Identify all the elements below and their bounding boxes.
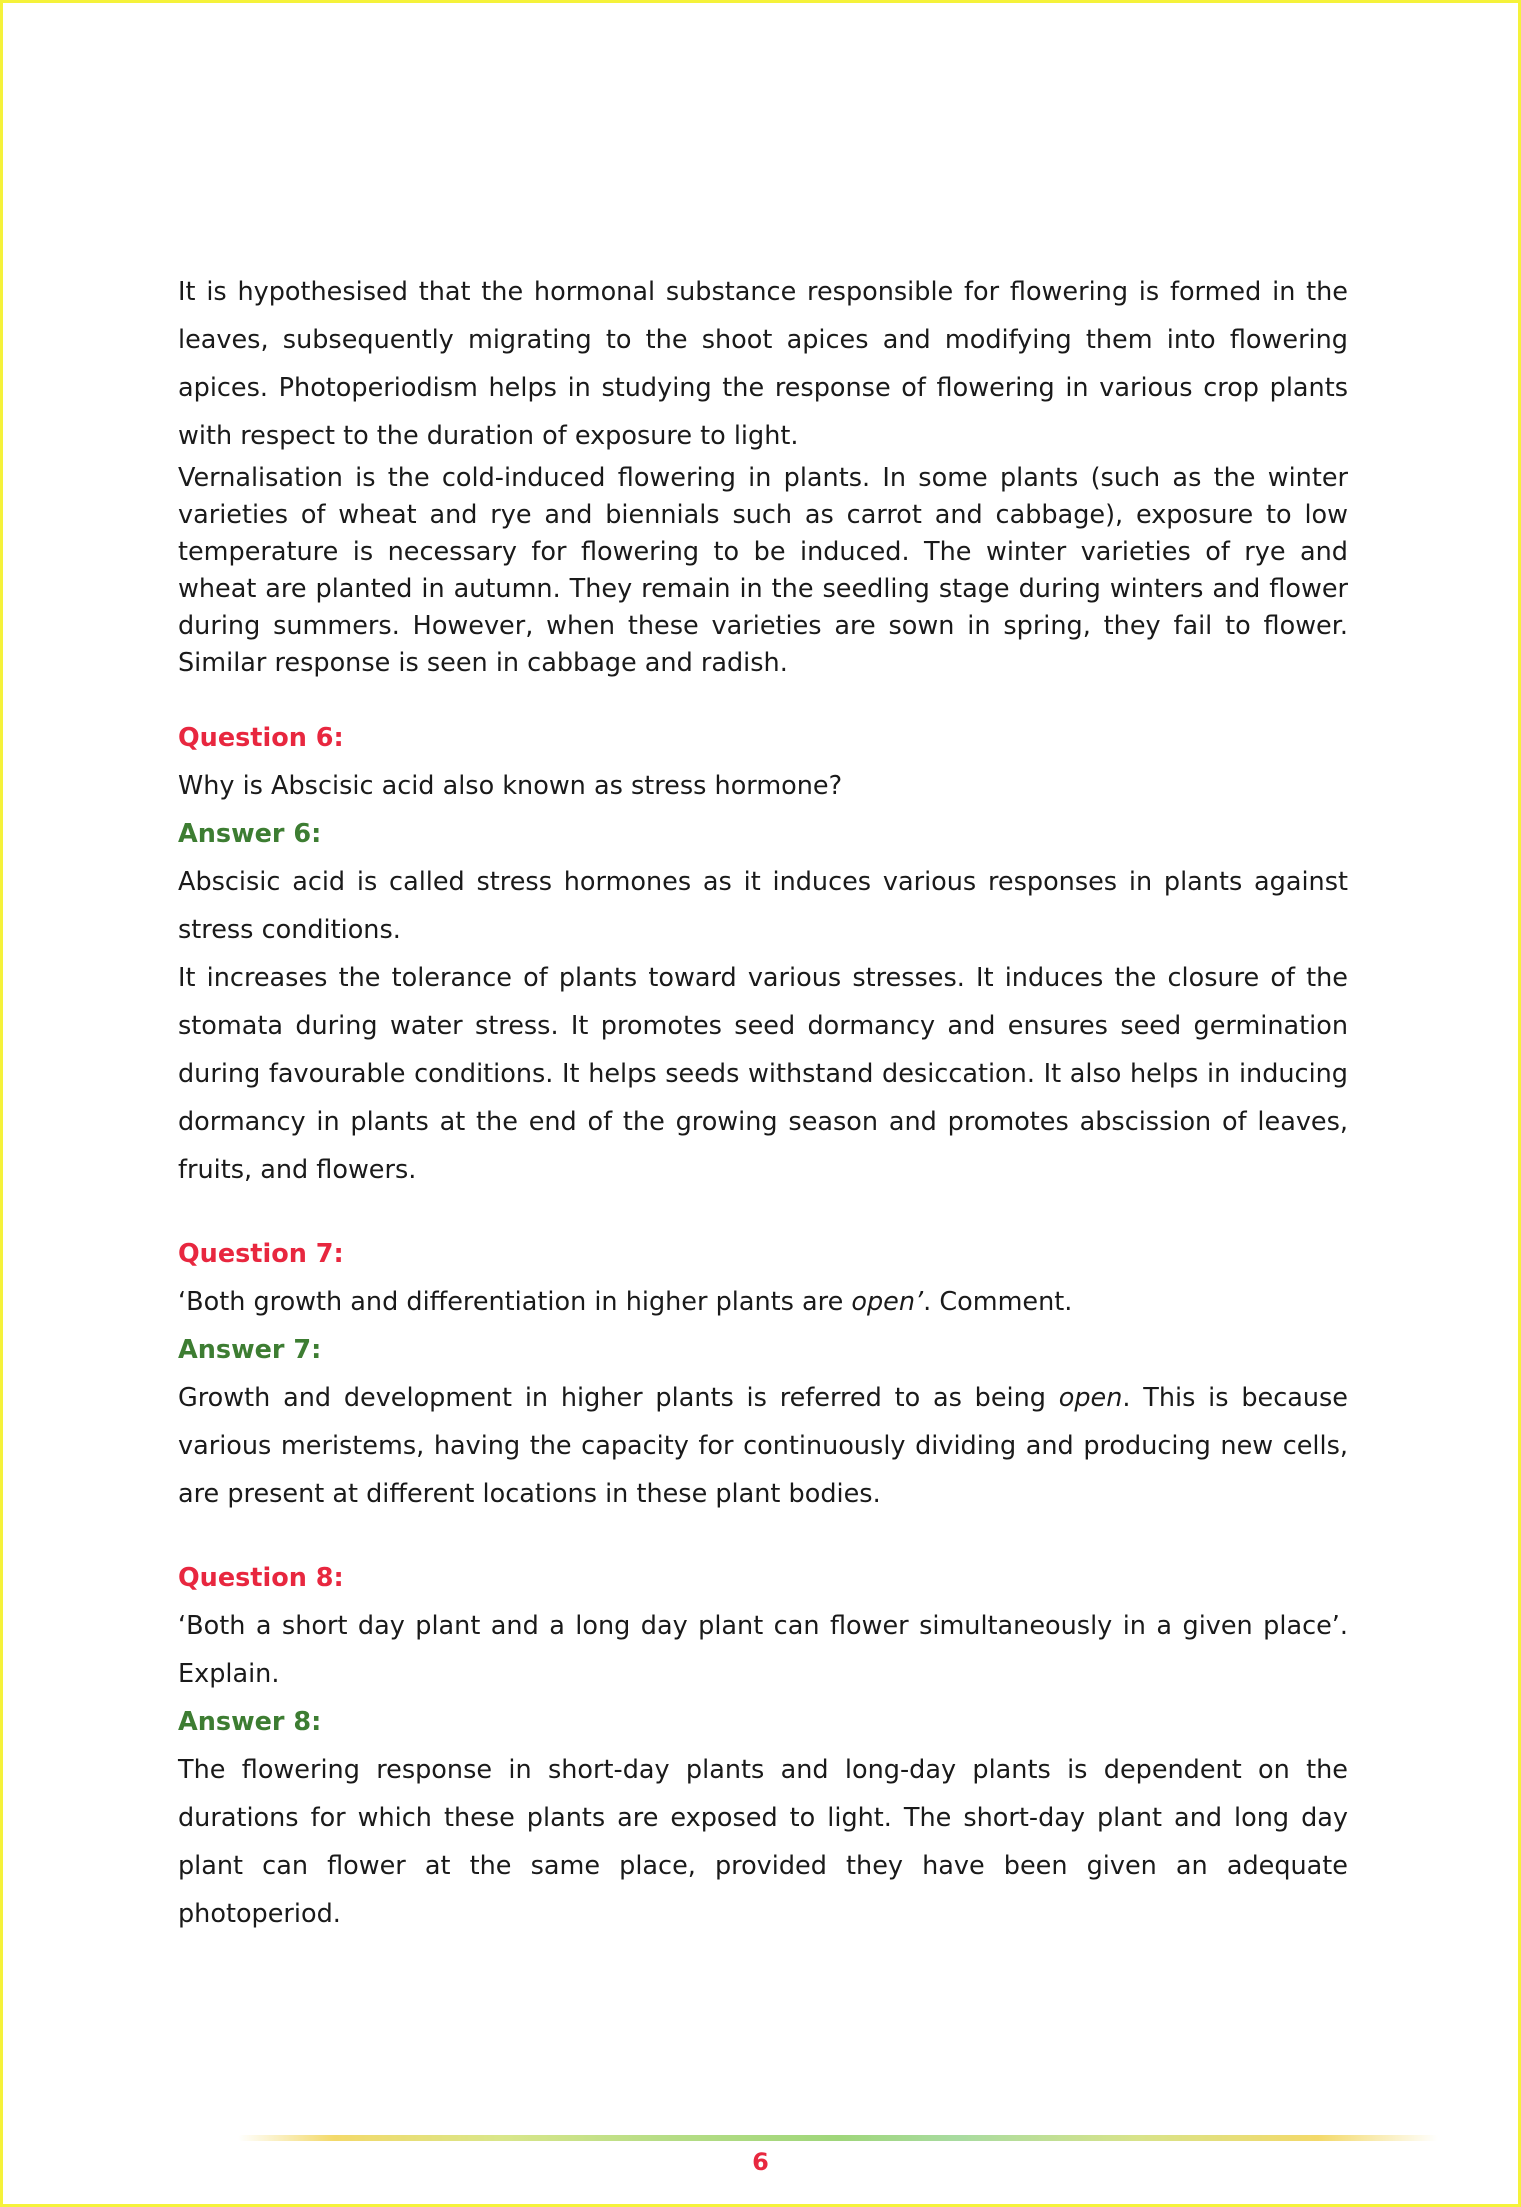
question-6-text: Why is Abscisic acid also known as stress hormone?	[178, 771, 843, 801]
answer-6-heading: Answer 6:	[178, 819, 322, 849]
intro-paragraph-photoperiodism: It is hypothesised that the hormonal substance responsible for flowering is formed in the leaves, subsequently migrating to the shoot apices and modifying them into flowering apices. Photoperiodism helps in studying the response of flowering in various crop plants with respect to the duration of exposure to light.	[178, 277, 1348, 451]
answer-7-text-post: . This is because various meristems, having the capacity for continuously dividing and producing new cells, are present at different locations in these plant bodies.	[178, 1383, 1348, 1509]
content	[178, 268, 1348, 1938]
question-6-heading: Question 6:	[178, 723, 344, 753]
answer-7-text-pre: Growth and development in higher plants is referred to as being	[178, 1383, 1059, 1413]
answer-7-heading: Answer 7:	[178, 1335, 322, 1365]
answer-7-text-emphasis: open	[1058, 1383, 1123, 1413]
answer-6-paragraph-1: Abscisic acid is called stress hormones as it induces various responses in plants against stress conditions.	[178, 867, 1348, 945]
answer-8-paragraph: The flowering response in short-day plants and long-day plants is dependent on the durations for which these plants are exposed to light. The short-day plant and long day plant can flower at the same place, provided they have been given an adequate photoperiod.	[178, 1755, 1348, 1929]
answer-7-paragraph	[178, 1374, 1348, 1518]
page-number: 6	[752, 2148, 769, 2176]
intro-paragraph-vernalisation: Vernalisation is the cold-induced flowering in plants. In some plants (such as the winter varieties of wheat and rye and biennials such as carrot and cabbage), exposure to low temperature is necessary for flowering to be induced. The winter varieties of rye and wheat are planted in autumn. They remain in the seedling stage during winters and flower during summers. However, when these varieties are sown in spring, they fail to flower. Similar response is seen in cabbage and radish.	[178, 463, 1348, 678]
question-7-text-pre: ‘Both growth and differentiation in higher plants are	[178, 1287, 852, 1317]
question-7-text-emphasis: open’	[851, 1287, 924, 1317]
answer-8-heading: Answer 8:	[178, 1707, 322, 1737]
answer-6-paragraph-2: It increases the tolerance of plants toward various stresses. It induces the closure of the stomata during water stress. It promotes seed dormancy and ensures seed germination during favourable conditions. It helps seeds withstand desiccation. It also helps in inducing dormancy in plants at the end of the growing season and promotes abscission of leaves, fruits, and flowers.	[178, 963, 1348, 1185]
footer-divider	[238, 2135, 1438, 2141]
question-7-text-post: . Comment.	[923, 1287, 1073, 1317]
question-7-text	[178, 1278, 1348, 1326]
question-8-text: ‘Both a short day plant and a long day plant can flower simultaneously in a given place’. Explain.	[178, 1611, 1348, 1689]
question-7-heading: Question 7:	[178, 1239, 344, 1269]
question-8-heading: Question 8:	[178, 1563, 344, 1593]
